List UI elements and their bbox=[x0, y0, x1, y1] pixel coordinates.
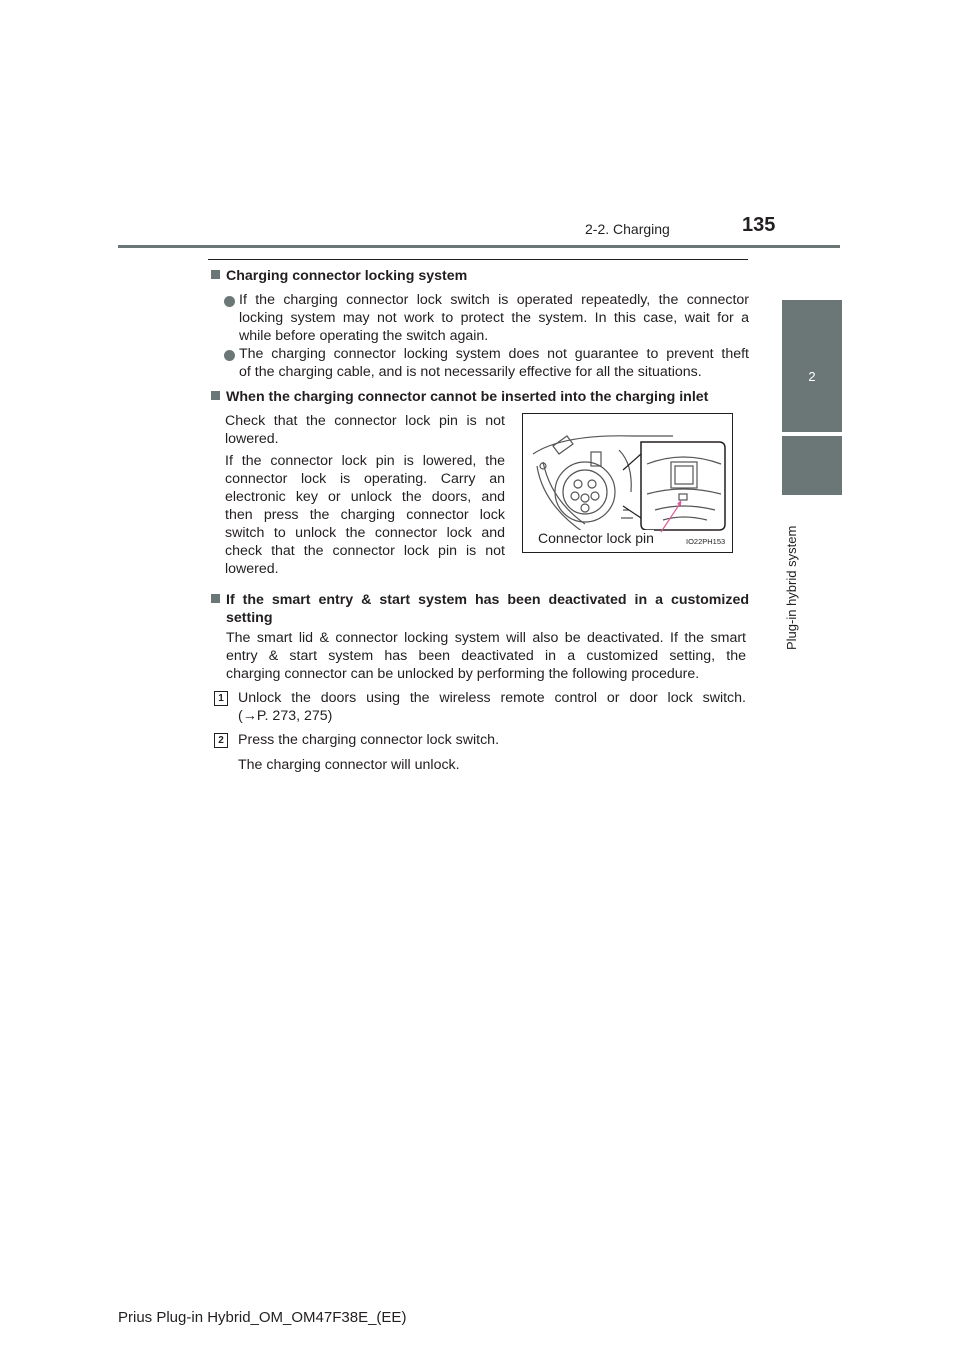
result-text: The charging connector will unlock. bbox=[238, 757, 460, 773]
heading-square-icon bbox=[211, 594, 220, 603]
cannot-insert-para-1: Check that the connector lock pin is not lowered. bbox=[225, 413, 505, 447]
content-top-rule bbox=[208, 259, 748, 260]
heading-cannot-insert: When the charging connector cannot be inserted into the charging inlet bbox=[211, 388, 756, 406]
heading-square-icon bbox=[211, 270, 220, 279]
step-1-text: Unlock the doors using the wireless remote control or door lock switch. (→P. 273, 275) bbox=[238, 690, 746, 724]
heading-smart-entry: If the smart entry & start system has been deactivated in a customized setting bbox=[211, 591, 749, 627]
heading-locking-system: Charging connector locking system bbox=[211, 267, 751, 285]
chapter-tab bbox=[782, 300, 842, 432]
chapter-title: Plug-in hybrid system bbox=[784, 525, 799, 650]
chapter-title-vertical bbox=[776, 502, 806, 652]
figure-callout-label: Connector lock pin bbox=[538, 530, 654, 546]
header-rule bbox=[118, 245, 840, 248]
bullet-dot-icon bbox=[224, 296, 235, 307]
step-number-box: 2 bbox=[214, 733, 228, 748]
page-number: 135 bbox=[742, 214, 776, 236]
bullet-paragraph-2: The charging connector locking system does not guarantee to prevent theft of the charging cable, and is not necessarily effective for all the situations. bbox=[239, 346, 749, 380]
chapter-number: 2 bbox=[808, 369, 816, 384]
bullet-paragraph-1: If the charging connector lock switch is operated repeatedly, the connector locking system may not work to protect the system. In this case, wait for a while before operating the switch again. bbox=[239, 292, 749, 344]
bullet-dot-icon bbox=[224, 350, 235, 361]
figure-code: IO22PH153 bbox=[686, 537, 726, 546]
heading-square-icon bbox=[211, 391, 220, 400]
chapter-tab-block bbox=[782, 436, 842, 495]
step-2-text: Press the charging connector lock switch. bbox=[238, 732, 500, 748]
cannot-insert-para-2: If the connector lock pin is lowered, the connector lock is operating. Carry an electronic key or unlock the doors, and then press the charging connector lock switch to unlock the connector lock and check that the connector lock pin is not lowered. bbox=[225, 453, 505, 577]
smart-entry-body: The smart lid & connector locking system will also be deactivated. If the smart entry & start system has been deactivated in a customized setting, the charging connector can be unlocked by performing the following procedure. bbox=[226, 630, 746, 682]
section-title: 2-2. Charging bbox=[585, 221, 670, 237]
footer-document-id: Prius Plug-in Hybrid_OM_OM47F38E_(EE) bbox=[118, 1309, 407, 1326]
step-number-box: 1 bbox=[214, 691, 228, 706]
